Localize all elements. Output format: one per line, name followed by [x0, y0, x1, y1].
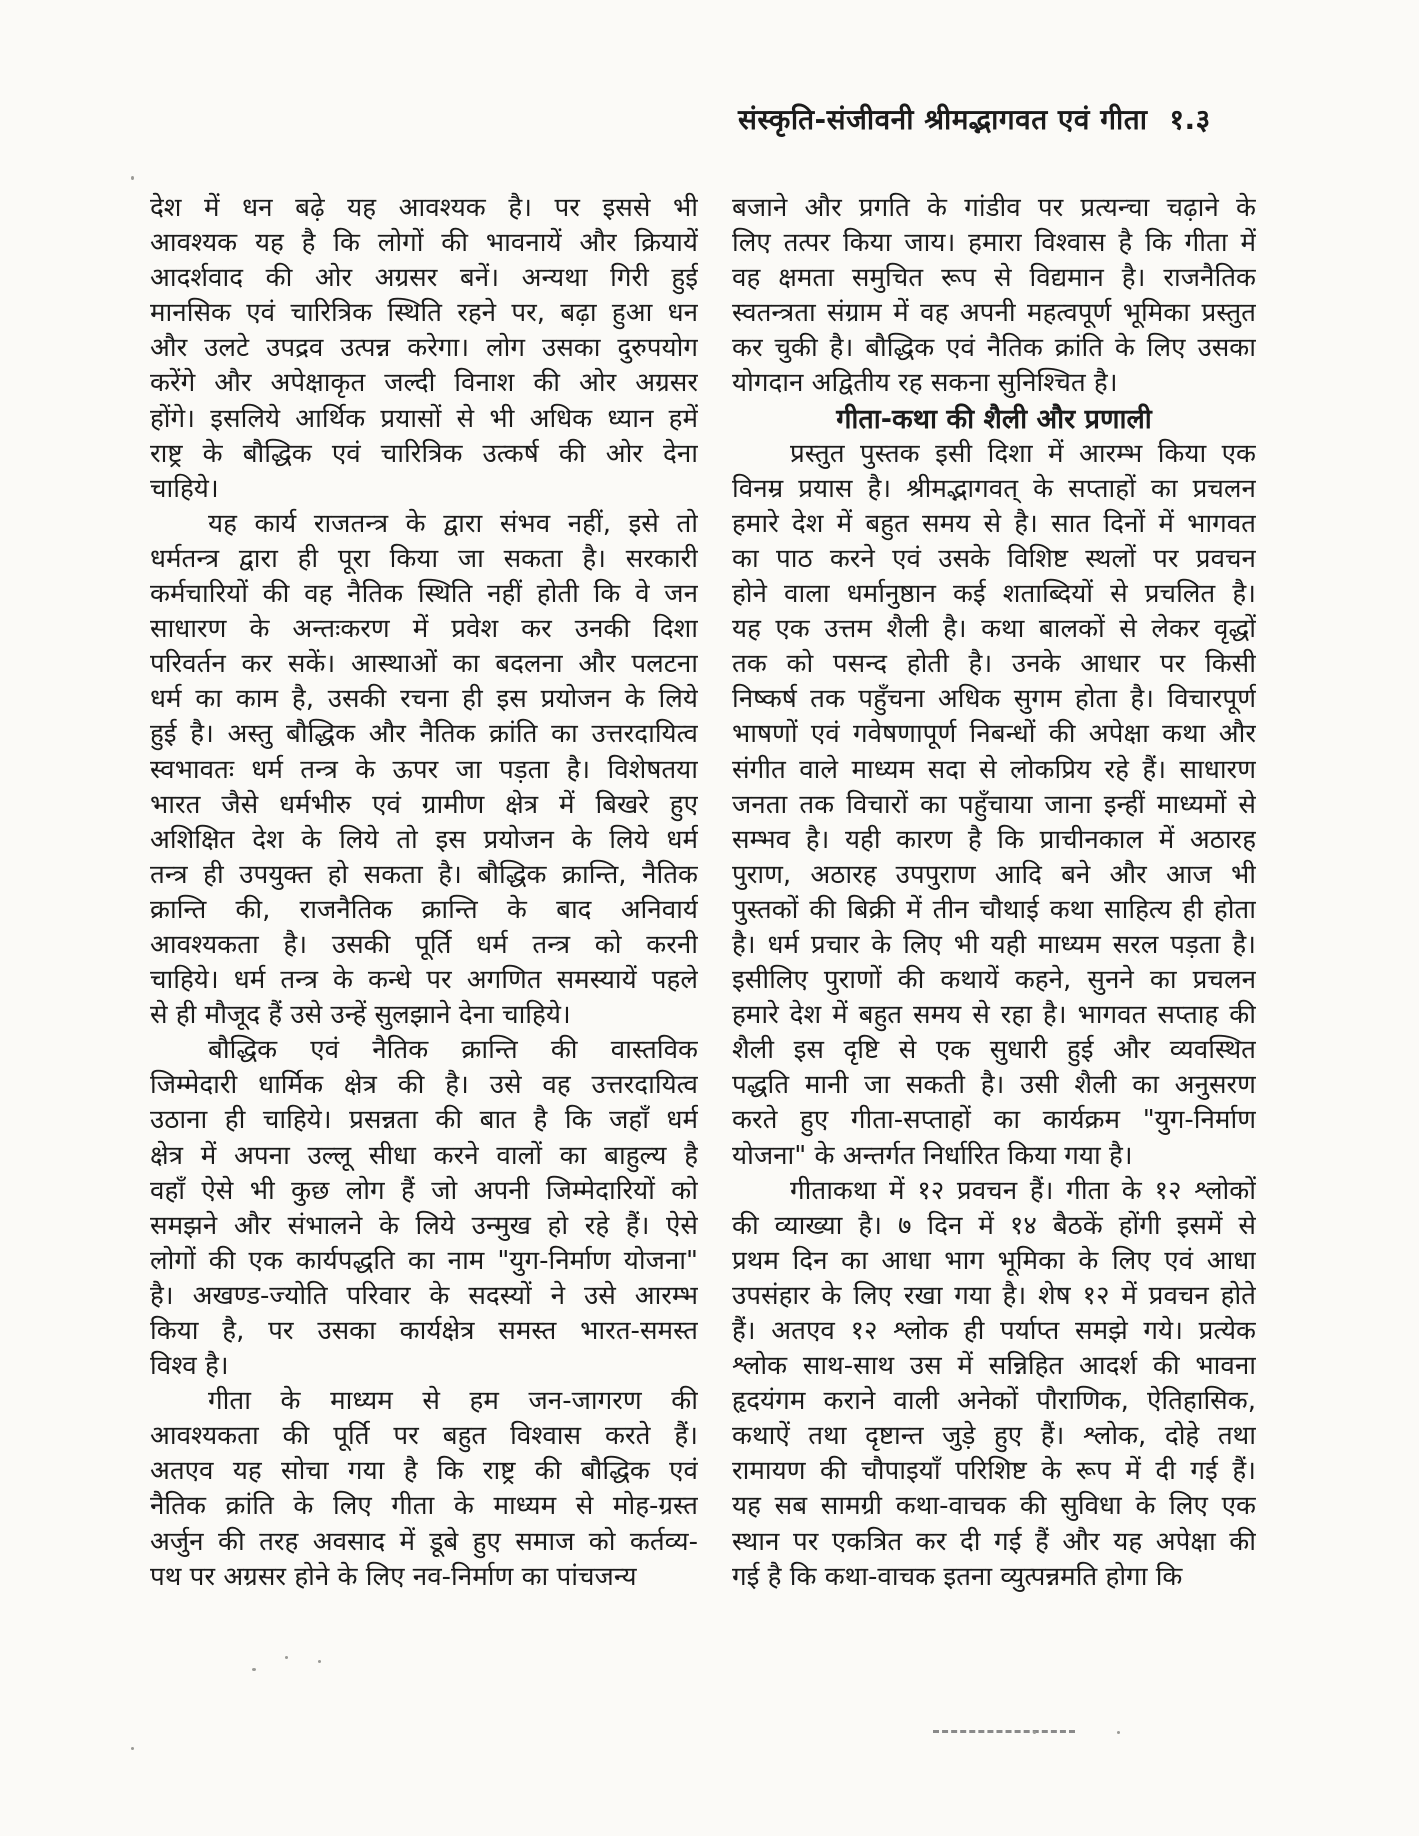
text-line: क्षेत्र में अपना उल्लू सीधा करने वालों का बाहुल्य है: [150, 1140, 698, 1171]
text-line: भाषणों एवं गवेषणापूर्ण निबन्धों की अपेक्षा कथा और: [732, 719, 1256, 750]
text-line: सम्भव है। यही कारण है कि प्राचीनकाल में अठारह: [732, 824, 1256, 855]
text-line: वह क्षमता समुचित रूप से विद्यमान है। राजनैतिक: [732, 263, 1256, 294]
text-line: तन्त्र ही उपयुक्त हो सकता है। बौद्धिक क्रान्ति, नैतिक: [150, 859, 698, 890]
text-line: गीताकथा में १२ प्रवचन हैं। गीता के १२ श्लोकों: [790, 1175, 1256, 1206]
text-line: यह सब सामग्री कथा-वाचक की सुविधा के लिए एक: [732, 1491, 1256, 1522]
page-header: [738, 100, 1211, 138]
text-line: कर चुकी है। बौद्धिक एवं नैतिक क्रांति के लिए उसका: [732, 333, 1256, 364]
text-line: लिए तत्पर किया जाय। हमारा विश्वास है कि गीता में: [732, 228, 1256, 259]
text-line: लोगों की एक कार्यपद्धति का नाम "युग-निर्माण योजना": [150, 1245, 698, 1276]
text-line: से ही मौजूद हैं उसे उन्हें सुलझाने देना चाहिये।: [150, 1000, 571, 1031]
text-line: गीता के माध्यम से हम जन-जागरण की: [208, 1386, 698, 1417]
text-line: स्वभावतः धर्म तन्त्र के ऊपर जा पड़ता है। विशेषतया: [150, 754, 698, 785]
text-line: धर्मतन्त्र द्वारा ही पूरा किया जा सकता है। सरकारी: [150, 543, 698, 574]
scan-speck: [318, 1660, 321, 1663]
text-line: समझने और संभालने के लिये उन्मुख हो रहे हैं। ऐसे: [150, 1210, 698, 1241]
text-line: रामायण की चौपाइयाँ परिशिष्ट के रूप में दी गई हैं।: [732, 1456, 1256, 1487]
text-line: आदर्शवाद की ओर अग्रसर बनें। अन्यथा गिरी हुई: [150, 263, 698, 294]
text-line: धर्म का काम है, उसकी रचना ही इस प्रयोजन के लिये: [150, 684, 698, 715]
text-line: पुस्तकों की बिक्री में तीन चौथाई कथा साहित्य ही होता: [732, 894, 1256, 925]
text-line: पद्धति मानी जा सकती है। उसी शैली का अनुसरण: [732, 1070, 1256, 1101]
paragraph: [150, 1384, 698, 1595]
paragraph: [150, 507, 698, 1033]
text-line: राष्ट्र के बौद्धिक एवं चारित्रिक उत्कर्ष की ओर देना: [150, 438, 698, 469]
scan-speck: [252, 1668, 256, 1671]
text-line: योजना" के अन्तर्गत निर्धारित किया गया है।: [732, 1140, 1133, 1171]
text-line: की व्याख्या है। ७ दिन में १४ बैठकें होंगी इसमें से: [732, 1210, 1256, 1241]
text-line: जनता तक विचारों का पहुँचाया जाना इन्हीं माध्यमों से: [732, 789, 1256, 820]
paragraph: [732, 437, 1256, 1174]
paragraph: [732, 191, 1256, 402]
text-line: वहाँ ऐसे भी कुछ लोग हैं जो अपनी जिम्मेदारियों को: [150, 1175, 698, 1206]
text-line: होंगे। इसलिये आर्थिक प्रयासों से भी अधिक ध्यान हमें: [150, 403, 698, 434]
text-line: यह एक उत्तम शैली है। कथा बालकों से लेकर वृद्धों: [732, 614, 1256, 645]
text-line: योगदान अद्वितीय रह सकना सुनिश्चित है।: [732, 368, 1118, 399]
text-line: विनम्र प्रयास है। श्रीमद्भागवत् के सप्ताहों का प्रचलन: [732, 473, 1256, 504]
text-line: हुई है। अस्तु बौद्धिक और नैतिक क्रांति का उत्तरदायित्व: [150, 719, 698, 750]
text-line: पुराण, अठारह उपपुराण आदि बने और आज भी: [732, 859, 1256, 890]
text-line: पथ पर अग्रसर होने के लिए नव-निर्माण का पांचजन्य: [150, 1561, 637, 1592]
header-title: संस्कृति-संजीवनी श्रीमद्भागवत एवं गीता: [738, 103, 1148, 136]
right-column: [732, 191, 1256, 1595]
paragraph: [732, 1174, 1256, 1595]
text-line: कर्मचारियों की वह नैतिक स्थिति नहीं होती कि वे जन: [150, 579, 698, 610]
text-line: है। धर्म प्रचार के लिए भी यही माध्यम सरल पड़ता है।: [732, 929, 1256, 960]
scan-speck: [285, 1656, 288, 1659]
text-line: अतएव यह सोचा गया है कि राष्ट्र की बौद्धिक एवं: [150, 1456, 698, 1487]
text-line: चाहिये। धर्म तन्त्र के कन्धे पर अगणित समस्यायें पहले: [150, 965, 698, 996]
text-line: अर्जुन की तरह अवसाद में डूबे हुए समाज को कर्तव्य-: [150, 1526, 698, 1557]
text-line: करेंगे और अपेक्षाकृत जल्दी विनाश की ओर अग्रसर: [150, 368, 698, 399]
text-line: मानसिक एवं चारित्रिक स्थिति रहने पर, बढ़ा हुआ धन: [150, 298, 698, 329]
text-line: श्लोक साथ-साथ उस में सन्निहित आदर्श की भावना: [732, 1351, 1256, 1382]
text-line: कथाऐं तथा दृष्टान्त जुड़े हुए हैं। श्लोक, दोहे तथा: [732, 1421, 1256, 1452]
text-line: क्रान्ति की, राजनैतिक क्रान्ति के बाद अनिवार्य: [150, 894, 698, 925]
text-line: प्रस्तुत पुस्तक इसी दिशा में आरम्भ किया एक: [790, 438, 1256, 469]
paragraph: [150, 191, 698, 507]
text-line: हैं। अतएव १२ श्लोक ही पर्याप्त समझे गये। प्रत्येक: [732, 1316, 1256, 1346]
text-line: आवश्यकता की पूर्ति पर बहुत विश्वास करते हैं।: [150, 1421, 698, 1452]
scan-speck: [131, 176, 134, 180]
section-heading: गीता-कथा की शैली और प्रणाली: [836, 403, 1152, 435]
text-line: तक को पसन्द होती है। उनके आधार पर किसी: [732, 649, 1256, 680]
text-line: स्वतन्त्रता संग्राम में वह अपनी महत्वपूर्ण भूमिका प्रस्तुत: [732, 298, 1256, 329]
text-line: गई है कि कथा-वाचक इतना व्युत्पन्नमति होगा कि: [732, 1561, 1183, 1592]
text-line: आवश्यक यह है कि लोगों की भावनायें और क्रियायें: [150, 228, 698, 259]
scan-speck: [1117, 1731, 1120, 1734]
text-line: भारत जैसे धर्मभीरु एवं ग्रामीण क्षेत्र में बिखरे हुए: [150, 789, 698, 820]
text-line: है। अखण्ड-ज्योति परिवार के सदस्यों ने उसे आरम्भ: [150, 1280, 698, 1311]
text-line: प्रथम दिन का आधा भाग भूमिका के लिए एवं आधा: [732, 1245, 1256, 1276]
text-line: विश्व है।: [150, 1351, 229, 1382]
paragraph: [150, 1033, 698, 1384]
text-line: होने वाला धर्मानुष्ठान कई शताब्दियों से प्रचलित है।: [732, 579, 1256, 610]
text-line: हृदयंगम कराने वाली अनेकों पौराणिक, ऐतिहासिक,: [732, 1386, 1256, 1417]
text-line: हमारे देश में बहुत समय से है। सात दिनों में भागवत: [732, 508, 1256, 539]
text-line: परिवर्तन कर सकें। आस्थाओं का बदलना और पलटना: [150, 649, 698, 680]
text-line: और उलटे उपद्रव उत्पन्न करेगा। लोग उसका दुरुपयोग: [150, 333, 698, 364]
text-line: चाहिये।: [150, 473, 219, 504]
scan-dashed-line: [933, 1730, 1075, 1733]
text-line: उपसंहार के लिए रखा गया है। शेष १२ में प्रवचन होते: [732, 1280, 1256, 1311]
text-line: किया है, पर उसका कार्यक्षेत्र समस्त भारत-समस्त: [150, 1316, 698, 1346]
text-line: संगीत वाले माध्यम सदा से लोकप्रिय रहे हैं। साधारण: [732, 754, 1256, 785]
text-line: का पाठ करने एवं उसके विशिष्ट स्थलों पर प्रवचन: [732, 543, 1256, 574]
text-line: बौद्धिक एवं नैतिक क्रान्ति की वास्तविक: [208, 1035, 698, 1066]
text-line: हमारे देश में बहुत समय से रहा है। भागवत सप्ताह की: [732, 1000, 1256, 1031]
text-line: अशिक्षित देश के लिये तो इस प्रयोजन के लिये धर्म: [150, 824, 698, 855]
text-line: देश में धन बढ़े यह आवश्यक है। पर इससे भी: [150, 193, 698, 223]
scan-speck: [1033, 1731, 1036, 1734]
text-line: बजाने और प्रगति के गांडीव पर प्रत्यन्चा चढ़ाने के: [732, 193, 1256, 223]
left-column: [150, 191, 698, 1595]
text-line: साधारण के अन्तःकरण में प्रवेश कर उनकी दिशा: [150, 614, 698, 645]
text-line: इसीलिए पुराणों की कथायें कहने, सुनने का प्रचलन: [732, 965, 1256, 996]
text-line: स्थान पर एकत्रित कर दी गई हैं और यह अपेक्षा की: [732, 1526, 1256, 1557]
text-line: निष्कर्ष तक पहुँचना अधिक सुगम होता है। विचारपूर्ण: [732, 684, 1256, 715]
text-line: शैली इस दृष्टि से एक सुधारी हुई और व्यवस्थित: [732, 1035, 1256, 1066]
scan-speck: [131, 1747, 134, 1750]
text-line: नैतिक क्रांति के लिए गीता के माध्यम से मोह-ग्रस्त: [150, 1491, 698, 1522]
text-line: आवश्यकता है। उसकी पूर्ति धर्म तन्त्र को करनी: [150, 929, 698, 960]
text-line: उठाना ही चाहिये। प्रसन्नता की बात है कि जहाँ धर्म: [150, 1105, 698, 1136]
text-line: जिम्मेदारी धार्मिक क्षेत्र की है। उसे वह उत्तरदायित्व: [150, 1070, 698, 1101]
header-page-number: १.३: [1169, 103, 1211, 136]
text-line: यह कार्य राजतन्त्र के द्वारा संभव नहीं, इसे तो: [208, 508, 698, 539]
text-line: करते हुए गीता-सप्ताहों का कार्यक्रम "युग-निर्माण: [732, 1105, 1256, 1136]
